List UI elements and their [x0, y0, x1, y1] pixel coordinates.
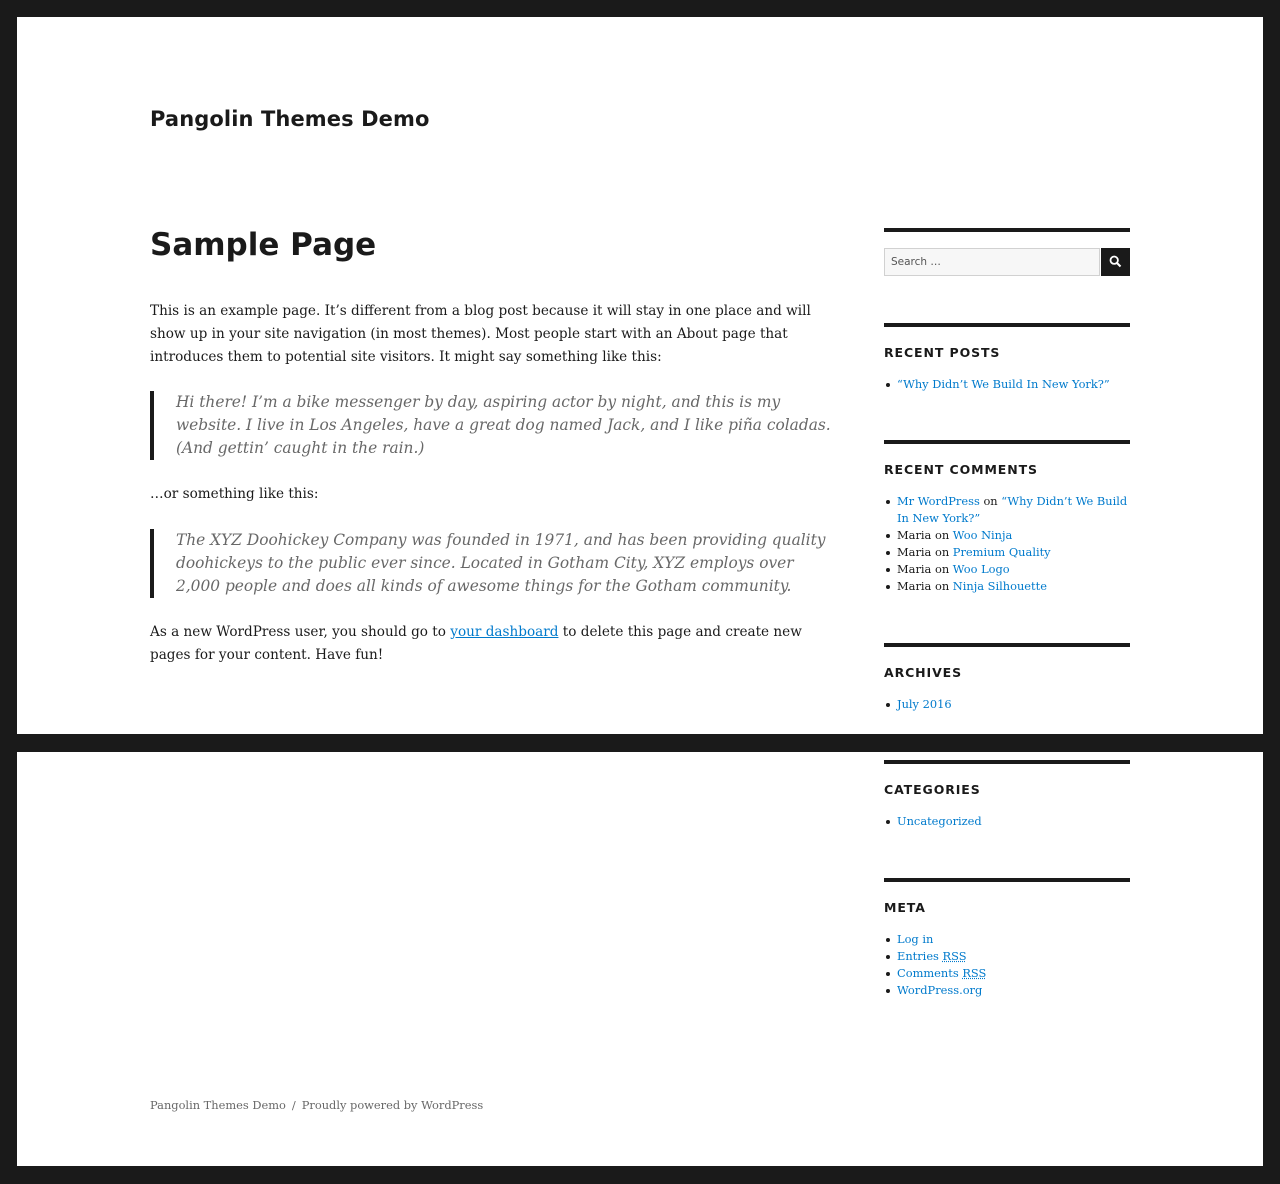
comment-post-link[interactable]: Premium Quality — [952, 545, 1051, 559]
login-link[interactable]: Log in — [897, 932, 934, 946]
comment-post-link[interactable]: “Why Didn’t We Build In New York?” — [897, 494, 1128, 525]
page-panel-bottom — [17, 752, 1263, 1166]
list-item — [884, 376, 1130, 393]
search-widget — [884, 228, 1130, 280]
search-form — [884, 248, 1130, 276]
middle-paragraph: …or something like this: — [150, 486, 319, 502]
search-input[interactable] — [884, 248, 1100, 276]
outro-paragraph — [150, 621, 840, 667]
page-panel-top — [17, 17, 1263, 734]
list-item — [884, 561, 1130, 578]
comment-connector: on — [934, 579, 950, 593]
categories-widget — [884, 760, 1130, 830]
categories-list — [884, 813, 1130, 830]
meta-title: META — [884, 900, 926, 915]
list-item — [884, 948, 1130, 965]
comment-author: Maria — [897, 528, 932, 542]
categories-title: CATEGORIES — [884, 782, 981, 797]
comments-label: Comments — [897, 966, 959, 980]
footer-powered-link[interactable]: Proudly powered by WordPress — [301, 1098, 484, 1112]
comment-author: Maria — [897, 545, 932, 559]
blockquote-1 — [150, 391, 840, 460]
site-footer — [150, 1098, 483, 1112]
page-content — [150, 300, 840, 667]
archives-widget — [884, 643, 1130, 713]
meta-widget — [884, 878, 1130, 999]
intro-paragraph: This is an example page. It’s different from a blog post because it will stay in one place and will show up in your site navigation (in most themes). Most people start with an About page that introduces them to potential site visitors. It might say something like this: — [150, 303, 811, 365]
blockquote-2-text: The XYZ Doohickey Company was founded in 1971, and has been providing quality doohickeys to the public ever since. Located in Gotham City, XYZ employs over 2,000 people and does all kinds of awesome things for the Gotham community. — [176, 531, 826, 595]
outro-text-after: to delete this page and create new pages for your content. Have fun! — [150, 624, 802, 663]
comment-author-link[interactable]: Mr WordPress — [897, 494, 980, 508]
comment-connector: on — [934, 545, 950, 559]
blockquote-2 — [150, 529, 840, 598]
comment-connector: on — [934, 528, 950, 542]
site-title[interactable]: Pangolin Themes Demo — [150, 107, 430, 131]
entries-rss-link[interactable] — [897, 949, 967, 963]
comment-post-link[interactable]: Woo Logo — [952, 562, 1010, 576]
blockquote-1-text: Hi there! I’m a bike messenger by day, aspiring actor by night, and this is my website. I live in Los Angeles, have a great dog named Jack, and I like piña coladas. (And gettin’ caught in the rain.) — [176, 393, 831, 457]
list-item — [884, 813, 1130, 830]
list-item — [884, 931, 1130, 948]
recent-comments-widget — [884, 440, 1130, 595]
meta-list — [884, 931, 1130, 999]
list-item — [884, 527, 1130, 544]
comment-post-link[interactable]: Woo Ninja — [952, 528, 1013, 542]
recent-posts-title: RECENT POSTS — [884, 345, 1001, 360]
comment-connector: on — [983, 494, 998, 508]
search-button[interactable] — [1101, 248, 1130, 276]
comment-author: Maria — [897, 579, 932, 593]
comment-author: Maria — [897, 562, 932, 576]
footer-separator: / — [291, 1098, 296, 1112]
archive-link[interactable]: July 2016 — [897, 697, 952, 711]
recent-posts-list — [884, 376, 1130, 393]
comment-post-link[interactable]: Ninja Silhouette — [952, 579, 1047, 593]
recent-post-link[interactable]: “Why Didn’t We Build In New York?” — [897, 377, 1110, 391]
outro-text-before: As a new WordPress user, you should go to — [150, 624, 451, 640]
page-title: Sample Page — [150, 227, 377, 263]
entries-label: Entries — [897, 949, 939, 963]
recent-comments-list — [884, 493, 1130, 595]
list-item — [884, 578, 1130, 595]
comments-rss-link[interactable] — [897, 966, 986, 980]
search-icon — [1109, 255, 1122, 268]
wordpress-org-link[interactable]: WordPress.org — [897, 983, 983, 997]
list-item — [884, 965, 1130, 982]
rss-abbr: RSS — [962, 966, 987, 980]
list-item — [884, 544, 1130, 561]
rss-abbr: RSS — [942, 949, 967, 963]
list-item — [884, 982, 1130, 999]
archives-title: ARCHIVES — [884, 665, 963, 680]
recent-comments-title: RECENT COMMENTS — [884, 462, 1038, 477]
footer-site-link[interactable]: Pangolin Themes Demo — [150, 1098, 286, 1112]
comment-connector: on — [934, 562, 950, 576]
dashboard-link[interactable]: your dashboard — [450, 624, 559, 640]
list-item — [884, 493, 1130, 527]
list-item — [884, 696, 1130, 713]
recent-posts-widget — [884, 323, 1130, 393]
archives-list — [884, 696, 1130, 713]
category-link[interactable]: Uncategorized — [897, 814, 982, 828]
